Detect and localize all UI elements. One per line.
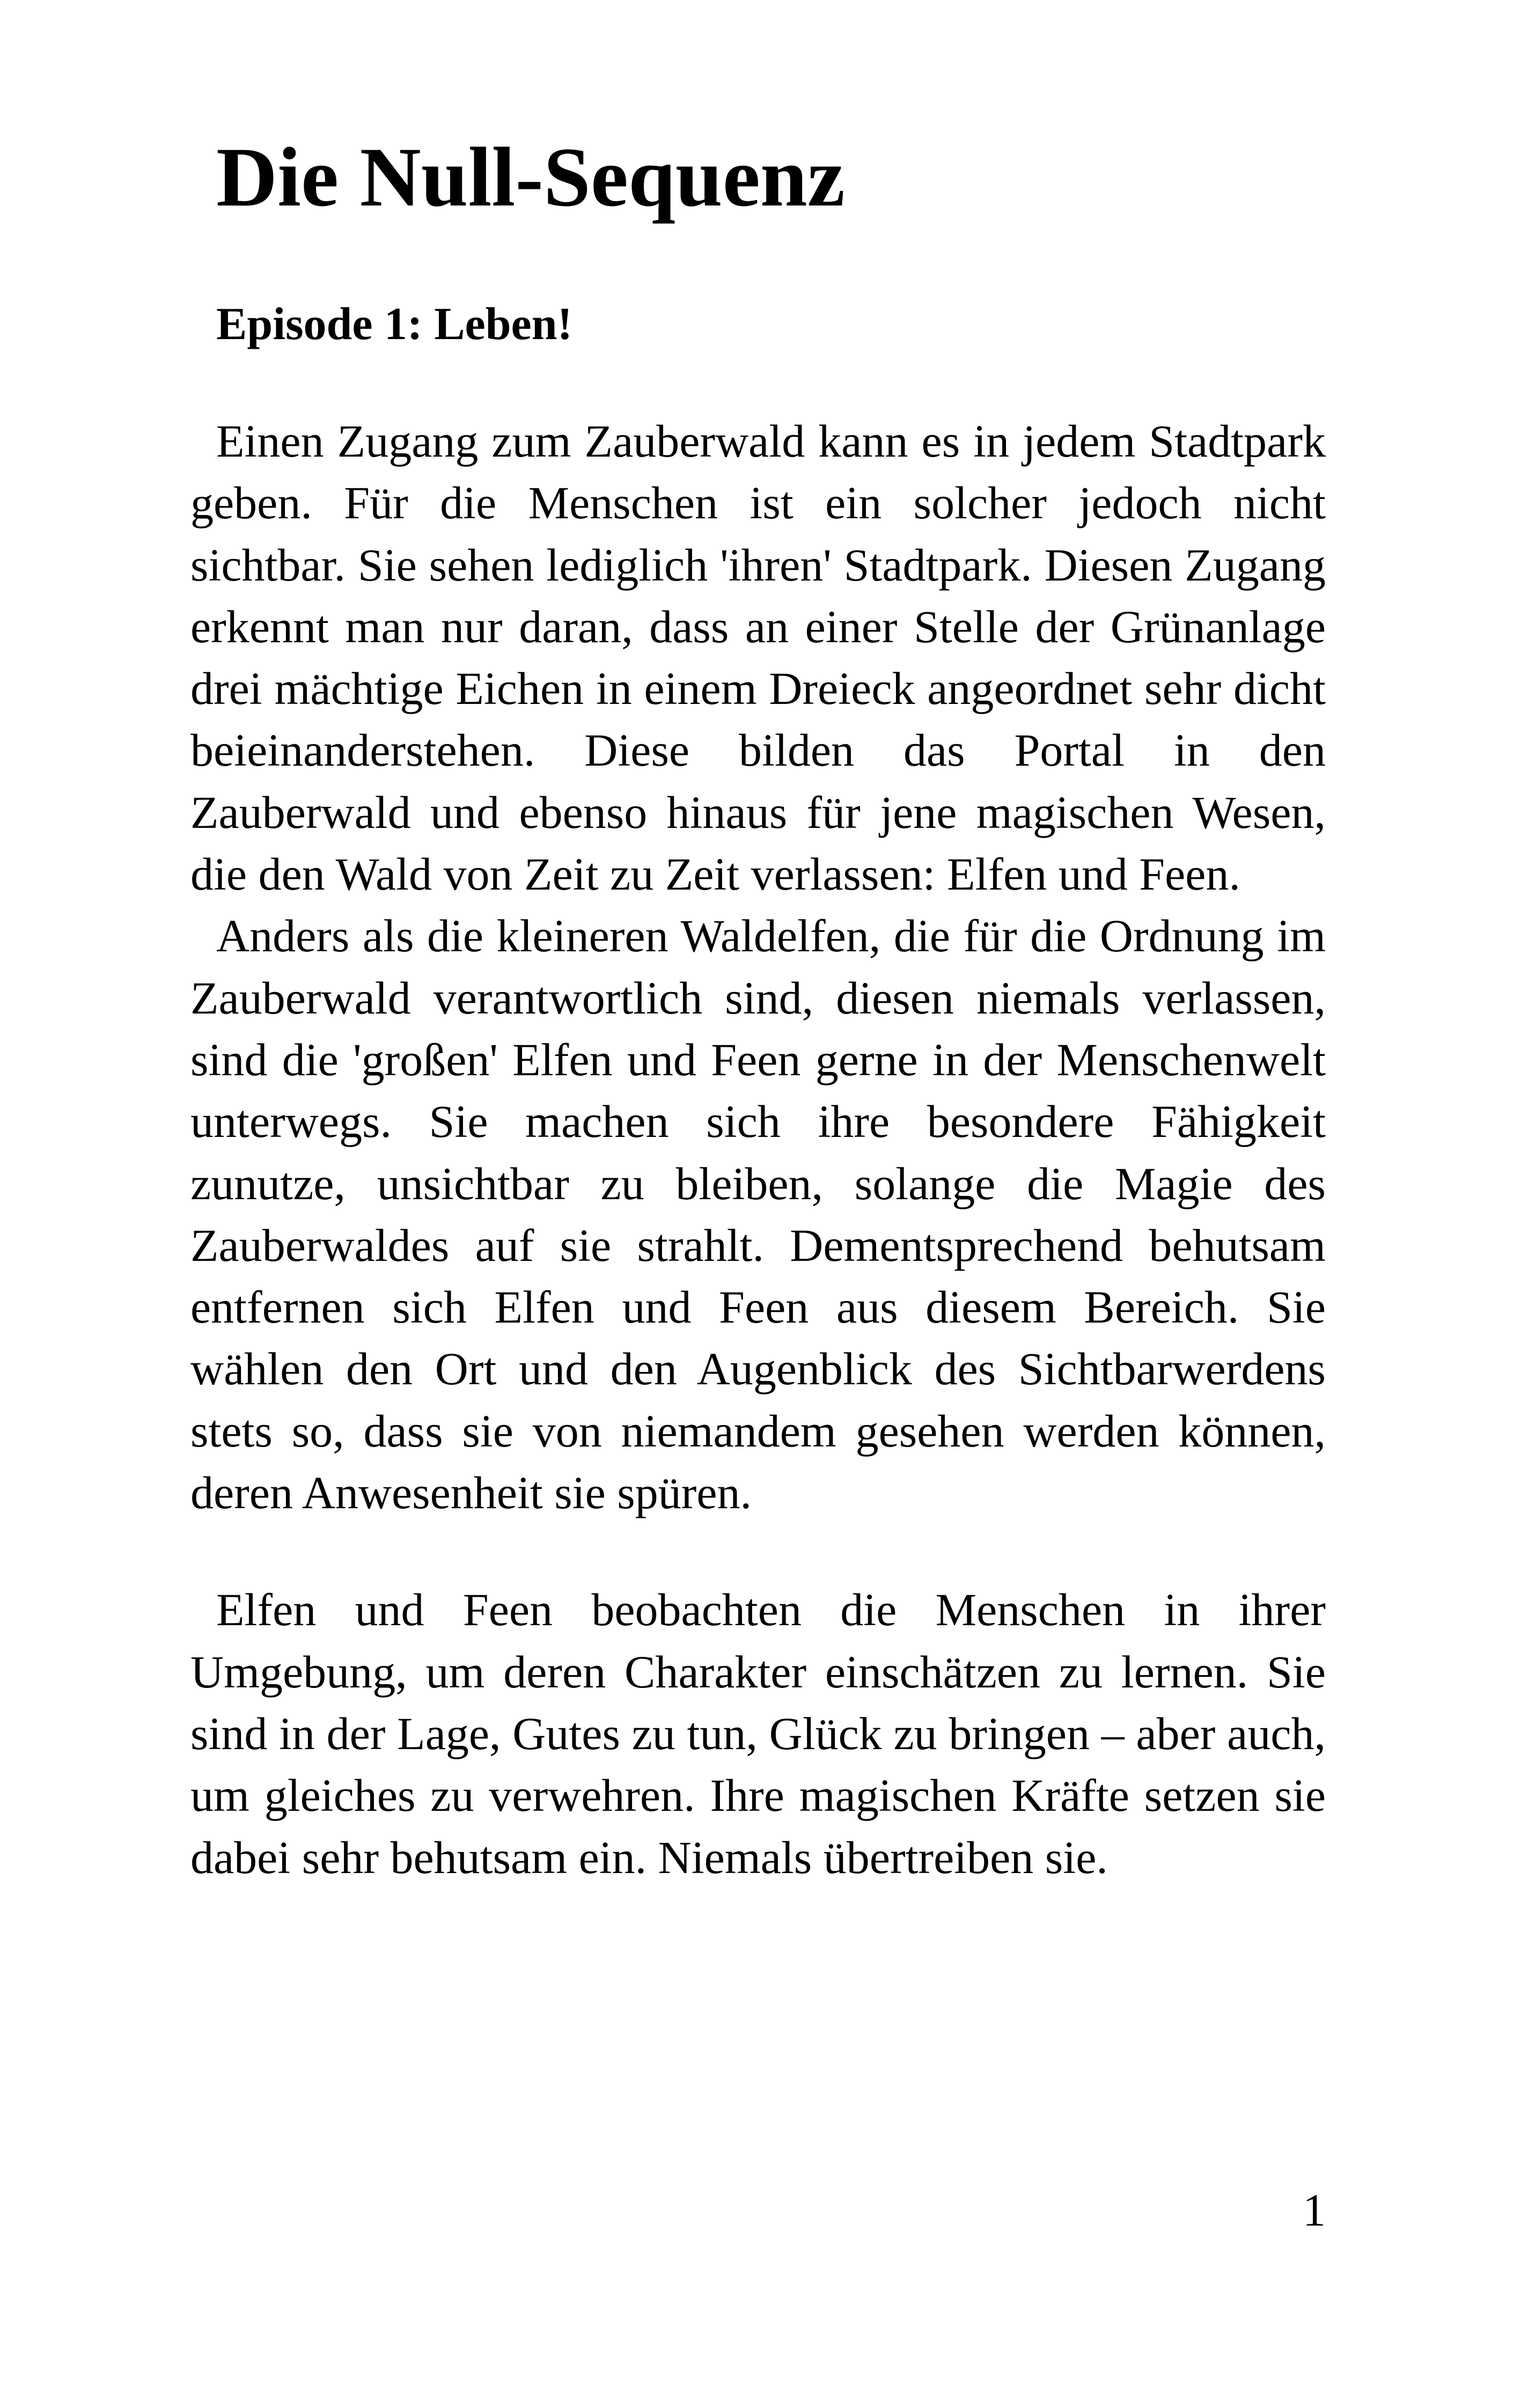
body-text [190, 410, 1326, 1889]
paragraph-1: Einen Zugang zum Zauberwald kann es in jedem Stadtpark geben. Für die Menschen ist ein solcher jedoch nicht sichtbar. Sie sehen lediglich 'ihren' Stadtpark. Diesen Zugang erkennt man nur daran, dass an einer Stelle der Grünanlage drei mächtige Eichen in einem Dreieck angeordnet sehr dicht beieinanderstehen. Diese bilden das Portal in den Zauberwald und ebenso hinaus für jene magischen Wesen, die den Wald von Zeit zu Zeit verlassen: Elfen und Feen. [190, 415, 1326, 900]
paragraph-spacer [190, 1524, 1326, 1579]
page-number: 1 [1303, 2184, 1326, 2236]
episode-heading: Episode 1: Leben! [216, 298, 573, 349]
page-title: Die Null-Sequenz [216, 130, 845, 224]
paragraph-3: Elfen und Feen beobachten die Menschen in ihrer Umgebung, um deren Charakter einschätzen zu lernen. Sie sind in der Lage, Gutes zu tun, Glück zu bringen – aber auch, um gleiches zu verwehren. Ihre magischen Kräfte setzen sie dabei sehr behutsam ein. Niemals übertreiben sie. [190, 1584, 1326, 1883]
paragraph-2: Anders als die kleineren Waldelfen, die für die Ordnung im Zauberwald verantwortlich sind, diesen niemals verlassen, sind die 'großen' Elfen und Feen gerne in der Menschenwelt unterwegs. Sie machen sich ihre besondere Fähigkeit zunutze, unsichtbar zu bleiben, solange die Magie des Zauberwaldes auf sie strahlt. Dementsprechend behutsam entfernen sich Elfen und Feen aus diesem Bereich. Sie wählen den Ort und den Augenblick des Sichtbarwerdens stets so, dass sie von niemandem gesehen werden können, deren Anwesenheit sie spüren. [190, 910, 1326, 1519]
